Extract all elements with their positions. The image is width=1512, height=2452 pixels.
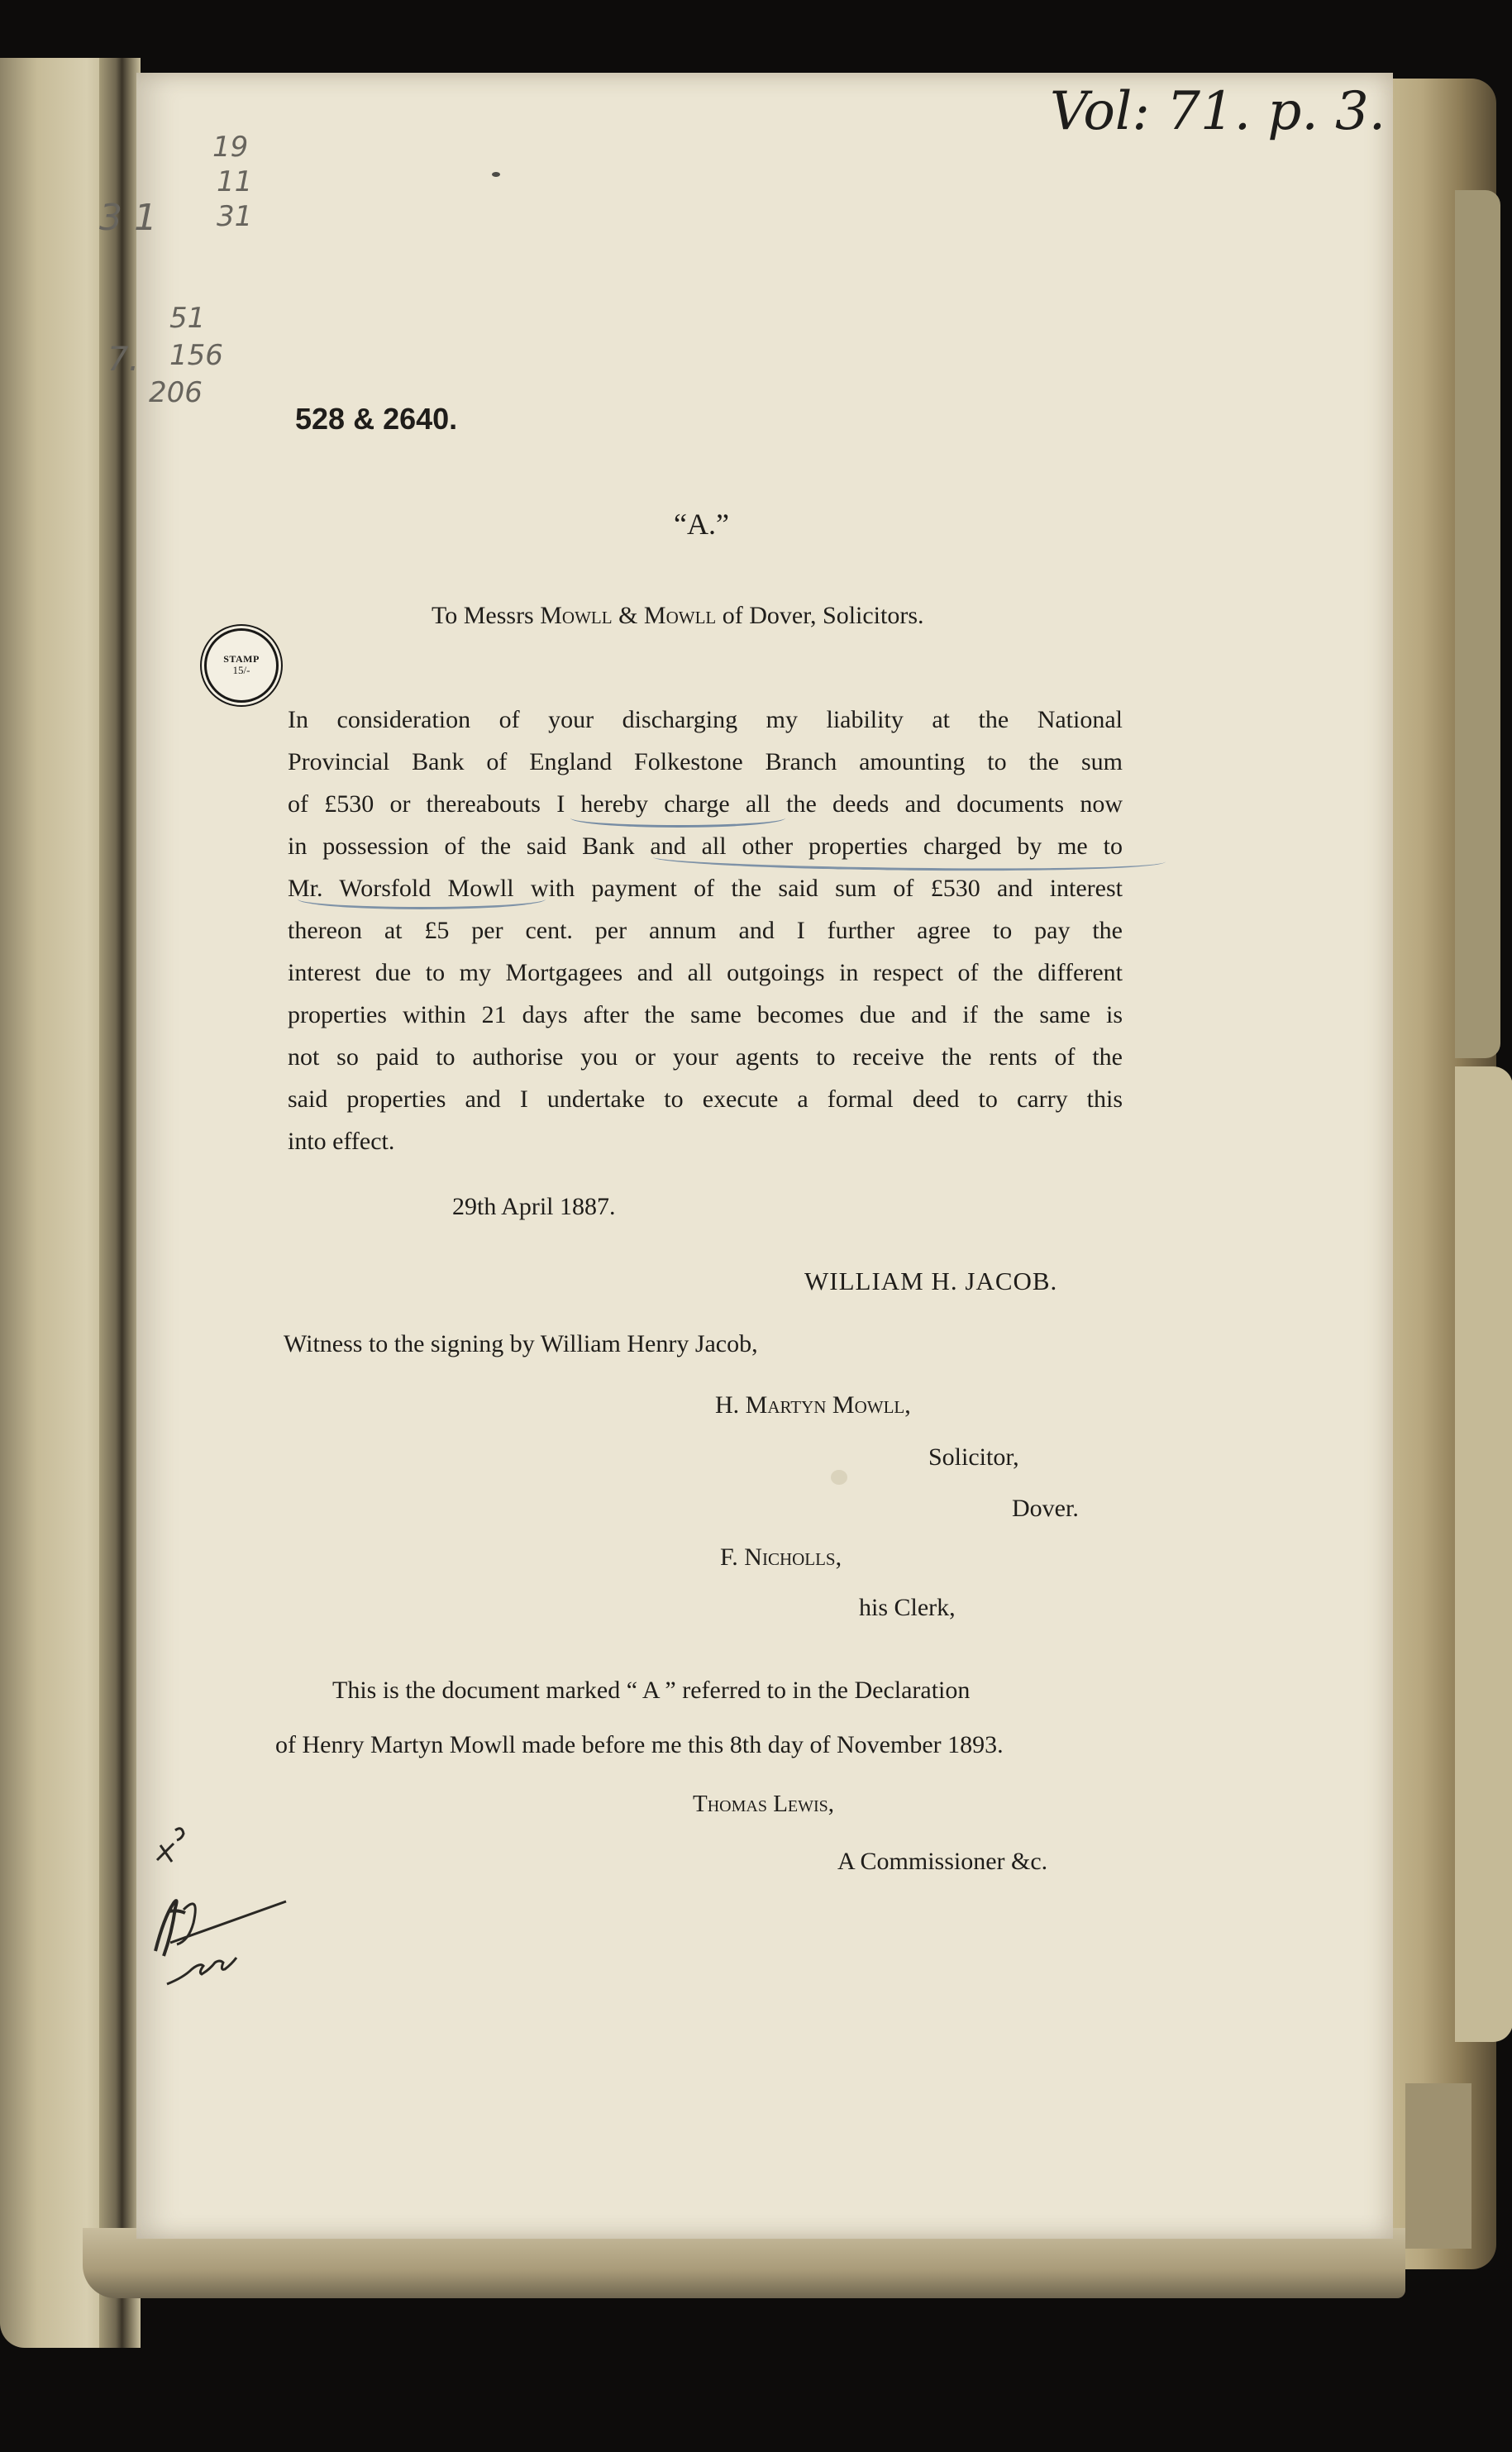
body-line: in possession of the said Bank and all other properties charged by me to [288,832,1123,860]
witness-role: Solicitor, [928,1443,1019,1471]
addressee-suffix: of Dover, Solicitors. [716,602,924,629]
pencil-note-stack-top-1: 19 [212,131,249,164]
signatory-name: WILLIAM H. JACOB. [804,1267,1058,1295]
body-line: In consideration of your discharging my liability at the National [288,706,1123,733]
body-line: not so paid to authorise you or your agents to receive the rents of the [288,1043,1123,1071]
clerk-name: F. Nicholls, [720,1543,842,1571]
witness-place: Dover. [1012,1495,1079,1522]
page-edge-lower [1455,1066,1512,2042]
pencil-note-stack-top-2: 11 [217,165,253,198]
pencil-note-left-number: 3 1 [99,197,157,239]
witness-name: H. Martyn Mowll, [715,1391,911,1419]
document-number: 528 & 2640. [295,402,458,436]
handwritten-initials-icon [141,1819,298,2009]
clerk-role: his Clerk, [859,1594,956,1621]
stamp-circle-icon [204,628,279,703]
book-spine [99,58,141,2348]
stamp-word: STAMP [223,652,260,665]
body-line: interest due to my Mortgagees and all outgoings in respect of the different [288,959,1123,986]
pencil-note-stack-bottom-2: 156 [169,339,223,372]
body-line: Provincial Bank of England Folkestone Branch amounting to the sum [288,748,1123,775]
ink-speck [492,172,500,177]
addressee-prefix: To Messrs [432,602,541,629]
addressee-line [432,602,924,630]
pencil-note-seven: 7. [107,341,140,379]
page-edge-upper [1455,190,1500,1058]
agreement-body [288,699,1123,1162]
volume-reference: Vol: 71. p. 3. [1050,81,1386,142]
firm-second-name: Mowll [643,602,717,629]
body-line: into effect. [288,1128,395,1155]
stamp-value: 15/- [232,664,250,677]
commissioner-name: Thomas Lewis, [693,1791,835,1817]
witness-statement: Witness to the signing by William Henry Jacob, [284,1330,758,1357]
pencil-note-stack-bottom-3: 206 [149,376,203,409]
declaration-line-2: of Henry Martyn Mowll made before me this 8th day of November 1893. [275,1731,1004,1758]
body-line: thereon at £5 per cent. per annum and I further agree to pay the [288,917,1123,944]
page-edge-corner [1405,2083,1471,2249]
declaration-line-1: This is the document marked “ A ” referred to in the Declaration [332,1677,971,1704]
pencil-note-stack-bottom-1: 51 [169,302,206,335]
body-line: Mr. Worsfold Mowll with payment of the said sum of £530 and interest [288,875,1123,902]
body-line: of £530 or thereabouts I hereby charge all the deeds and documents now [288,790,1123,818]
agreement-date: 29th April 1887. [452,1193,616,1220]
body-line: properties within 21 days after the same becomes due and if the same is [288,1001,1123,1028]
addressee-ampersand: & [612,602,644,629]
document-mark: “A.” [674,508,729,541]
firm-first-name: Mowll [540,602,613,629]
paper-spot [831,1470,847,1485]
commissioner-title: A Commissioner &c. [837,1848,1048,1875]
body-line: said properties and I undertake to execute a formal deed to carry this [288,1085,1123,1113]
pencil-note-stack-top-3: 31 [217,200,253,233]
